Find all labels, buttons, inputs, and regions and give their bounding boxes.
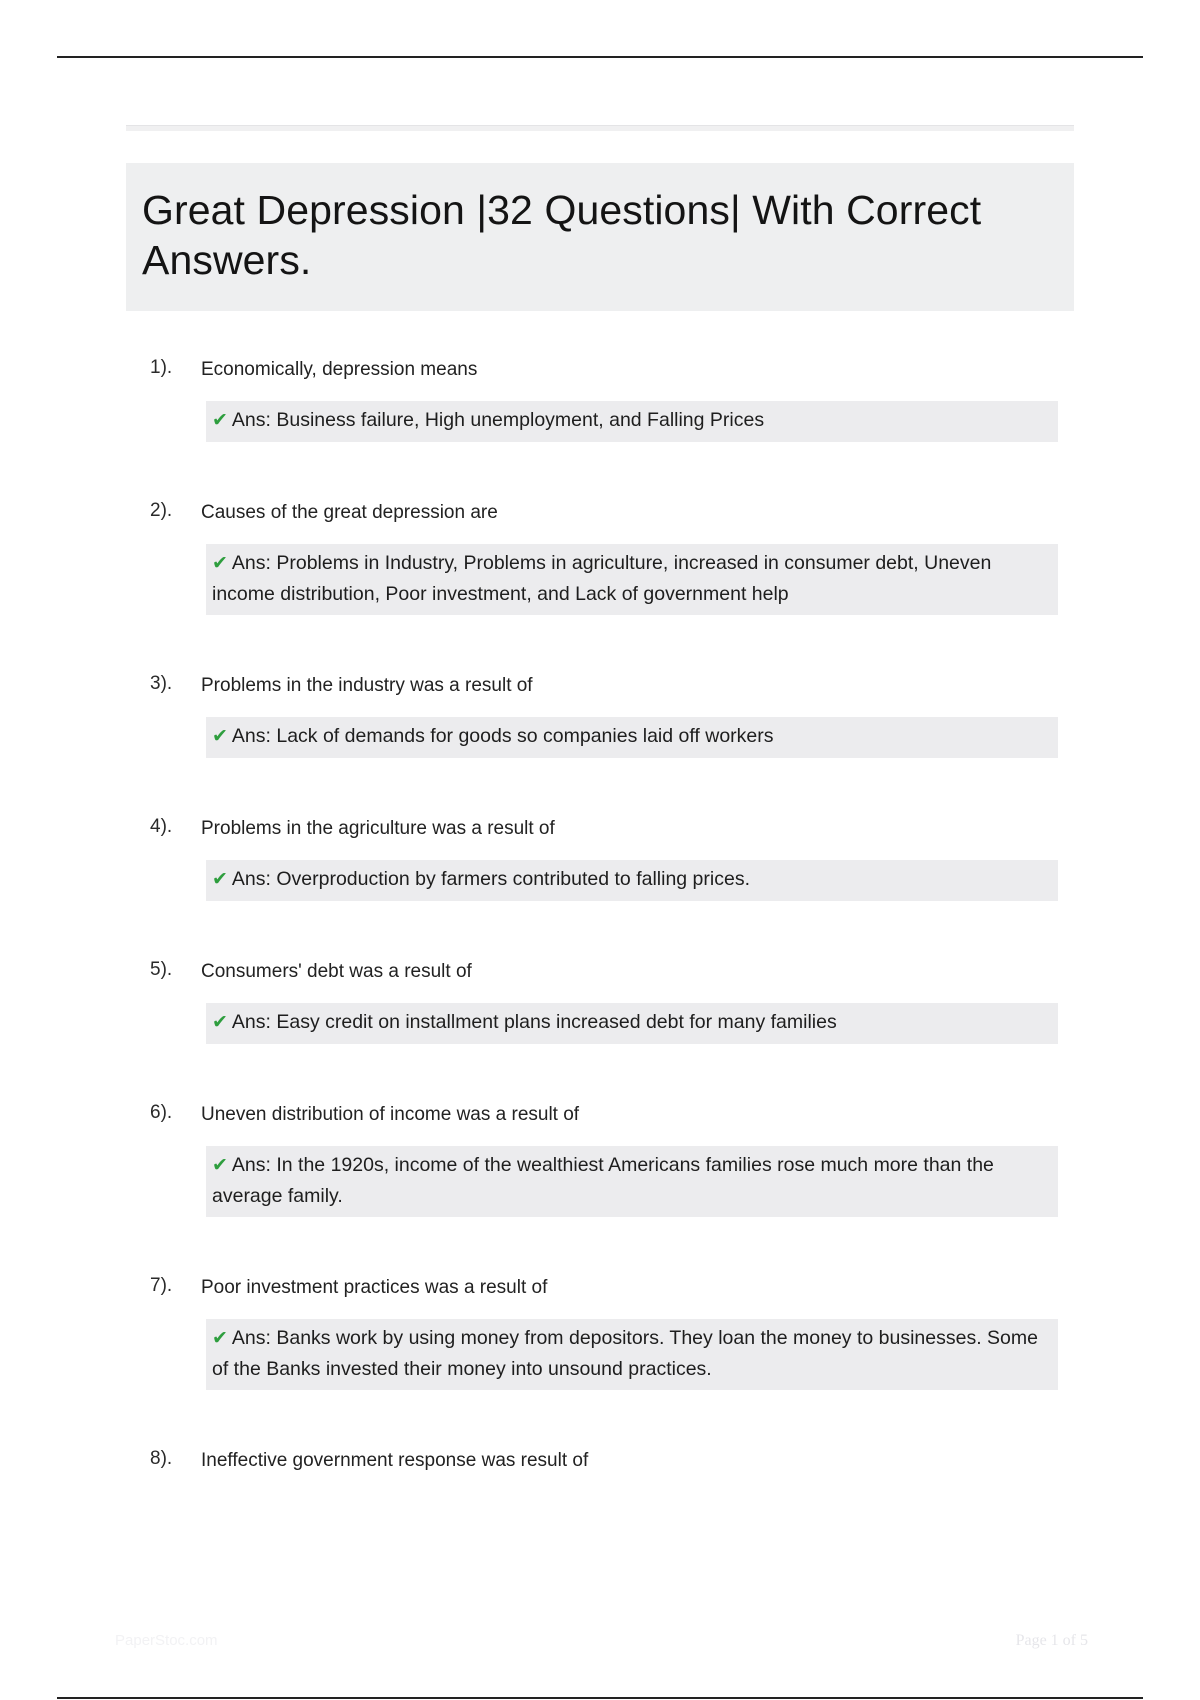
question-item <box>126 957 1074 1100</box>
title-box <box>126 163 1074 311</box>
answer-text: Ans: In the 1920s, income of the wealthiest Americans families rose much more than the average family. <box>212 1154 994 1207</box>
answer-box <box>206 717 1058 758</box>
check-icon: ✔ <box>212 869 228 890</box>
question-text: Problems in the agriculture was a result of <box>201 818 555 839</box>
answer-box <box>206 1146 1058 1217</box>
answer-text: Ans: Business failure, High unemployment, and Falling Prices <box>231 409 765 431</box>
question-number: 2). <box>150 500 173 521</box>
question-number: 5). <box>150 959 173 980</box>
question-text: Causes of the great depression are <box>201 502 498 523</box>
answer-text: Ans: Easy credit on installment plans increased debt for many families <box>231 1011 837 1033</box>
question-number: 8). <box>150 1448 173 1469</box>
question-text: Economically, depression means <box>201 359 478 380</box>
question-item <box>126 1100 1074 1273</box>
answer-box <box>206 1003 1058 1044</box>
answer-box <box>206 401 1058 442</box>
question-list <box>126 355 1074 1492</box>
top-rule <box>57 56 1143 58</box>
check-icon: ✔ <box>212 726 228 747</box>
question-number: 3). <box>150 673 173 694</box>
check-icon: ✔ <box>212 1155 228 1176</box>
question-item <box>126 498 1074 671</box>
document-body <box>126 125 1074 1492</box>
answer-text: Ans: Overproduction by farmers contributed to falling prices. <box>231 868 750 890</box>
question-text: Poor investment practices was a result of <box>201 1277 548 1298</box>
question-number: 6). <box>150 1102 173 1123</box>
answer-text: Ans: Banks work by using money from depositors. They loan the money to businesses. Some of the Banks invested their money into unsound practices. <box>212 1327 1038 1380</box>
check-icon: ✔ <box>212 1012 228 1033</box>
question-item <box>126 1273 1074 1446</box>
question-text: Ineffective government response was result of <box>201 1450 589 1471</box>
check-icon: ✔ <box>212 1328 228 1349</box>
question-number: 1). <box>150 357 173 378</box>
question-number: 7). <box>150 1275 173 1296</box>
answer-box <box>206 1319 1058 1390</box>
question-item <box>126 671 1074 814</box>
header-separator <box>126 125 1074 131</box>
question-item <box>126 814 1074 957</box>
question-item <box>126 355 1074 498</box>
answer-box <box>206 860 1058 901</box>
answer-box <box>206 544 1058 615</box>
question-number: 4). <box>150 816 173 837</box>
question-text: Consumers' debt was a result of <box>201 961 472 982</box>
question-text: Uneven distribution of income was a result of <box>201 1104 580 1125</box>
page-number: Page 1 of 5 <box>1015 1632 1088 1649</box>
question-text: Problems in the industry was a result of <box>201 675 533 696</box>
check-icon: ✔ <box>212 553 228 574</box>
answer-text: Ans: Lack of demands for goods so companies laid off workers <box>231 725 774 747</box>
answer-text: Ans: Problems in Industry, Problems in agriculture, increased in consumer debt, Uneven income distribution, Poor investment, and Lack of government help <box>212 552 992 605</box>
document-title: Great Depression |32 Questions| With Correct Answers. <box>142 187 982 283</box>
bottom-rule <box>57 1697 1143 1699</box>
question-item <box>126 1446 1074 1492</box>
footer-watermark: PaperStoc.com <box>115 1632 218 1649</box>
check-icon: ✔ <box>212 410 228 431</box>
